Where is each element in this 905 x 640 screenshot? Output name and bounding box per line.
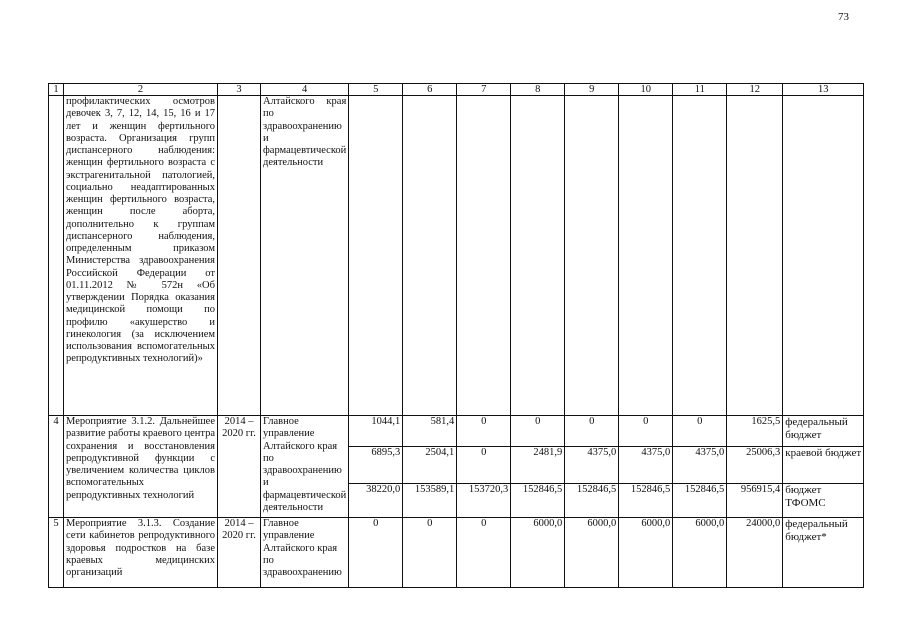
column-header: 10 — [619, 84, 673, 96]
table-row-5 — [49, 518, 864, 588]
value-cell: 0 — [457, 447, 511, 484]
period-cell — [218, 96, 261, 416]
value-cell: 6000,0 — [619, 518, 673, 588]
value-cell: 0 — [511, 416, 565, 447]
funding-source: краевой бюджет — [783, 447, 864, 484]
page-number: 73 — [838, 11, 849, 23]
activity-description: профилактических осмотров девочек 3, 7, 12, 14, 15, 16 и 17 лет и женщин фертильного возраста. Организация групп диспансерного наблюдения: женщин фертильного возраста с экстрагенитальной патологией, социально неадаптированных женщин фертильного возраста, женщин после аборта, дополнительно к группам диспансерного наблюдения, определенным приказом Министерства здравоохранения Российской Федерации от 01.11.2012 № 572н «Об утверждении Порядка оказания медицинской помощи по профилю «акушерство и гинекология (за исключением использования вспомогательных репродуктивных технологий)» — [64, 96, 218, 416]
period-cell: 2014 – 2020 гг. — [218, 518, 261, 588]
column-header: 7 — [457, 84, 511, 96]
period-cell: 2014 – 2020 гг. — [218, 416, 261, 518]
source-cell — [783, 96, 864, 416]
value-cell: 0 — [349, 518, 403, 588]
value-cell: 0 — [403, 518, 457, 588]
value-cell: 0 — [457, 416, 511, 447]
value-cell — [511, 96, 565, 416]
value-cell: 2481,9 — [511, 447, 565, 484]
executor-cell: Алтайского края по здравоохранению и фармацевтической деятельности — [261, 96, 349, 416]
column-number-header-row — [49, 84, 864, 96]
column-header: 5 — [349, 84, 403, 96]
value-cell — [565, 96, 619, 416]
funding-source: федеральный бюджет — [783, 416, 864, 447]
column-header: 2 — [64, 84, 218, 96]
column-header: 1 — [49, 84, 64, 96]
value-cell: 153589,1 — [403, 484, 457, 518]
value-cell: 4375,0 — [673, 447, 727, 484]
column-header: 4 — [261, 84, 349, 96]
executor-cell: Главное управление Алтайского края по здравоохранению и фармацевтической деятельности — [261, 416, 349, 518]
column-header: 8 — [511, 84, 565, 96]
value-cell: 0 — [619, 416, 673, 447]
row-number: 5 — [49, 518, 64, 588]
activity-description: Мероприятие 3.1.3. Создание сети кабинетов репродуктивного здоровья подростков на базе краевых медицинских организаций — [64, 518, 218, 588]
column-header: 9 — [565, 84, 619, 96]
row-number-cell — [49, 96, 64, 416]
value-cell: 1044,1 — [349, 416, 403, 447]
value-cell: 38220,0 — [349, 484, 403, 518]
value-cell: 152846,5 — [565, 484, 619, 518]
table-row-continuation — [49, 96, 864, 416]
value-cell: 0 — [565, 416, 619, 447]
value-cell: 6895,3 — [349, 447, 403, 484]
value-cell: 4375,0 — [565, 447, 619, 484]
value-cell: 152846,5 — [511, 484, 565, 518]
value-cell — [727, 96, 783, 416]
value-cell: 25006,3 — [727, 447, 783, 484]
column-header: 3 — [218, 84, 261, 96]
value-cell — [673, 96, 727, 416]
value-cell: 152846,5 — [619, 484, 673, 518]
executor-cell: Главное управление Алтайского края по здравоохранению — [261, 518, 349, 588]
value-cell: 1625,5 — [727, 416, 783, 447]
value-cell: 4375,0 — [619, 447, 673, 484]
column-header: 11 — [673, 84, 727, 96]
value-cell: 6000,0 — [673, 518, 727, 588]
value-cell: 2504,1 — [403, 447, 457, 484]
value-cell — [349, 96, 403, 416]
value-cell: 152846,5 — [673, 484, 727, 518]
value-cell: 153720,3 — [457, 484, 511, 518]
table-row-4-federal — [49, 416, 864, 447]
value-cell — [619, 96, 673, 416]
activity-description: Мероприятие 3.1.2. Дальнейшее развитие работы краевого центра сохранения и восстановления репродуктивной функции с увеличением количества циклов вспомогательных репродуктивных технологий — [64, 416, 218, 518]
value-cell — [457, 96, 511, 416]
row-number: 4 — [49, 416, 64, 518]
value-cell — [403, 96, 457, 416]
value-cell: 0 — [457, 518, 511, 588]
value-cell: 956915,4 — [727, 484, 783, 518]
program-activities-table — [48, 83, 864, 588]
value-cell: 24000,0 — [727, 518, 783, 588]
column-header: 12 — [727, 84, 783, 96]
funding-source: бюджет ТФОМС — [783, 484, 864, 518]
funding-source: федеральный бюджет* — [783, 518, 864, 588]
column-header: 13 — [783, 84, 864, 96]
value-cell: 0 — [673, 416, 727, 447]
column-header: 6 — [403, 84, 457, 96]
value-cell: 6000,0 — [565, 518, 619, 588]
value-cell: 581,4 — [403, 416, 457, 447]
value-cell: 6000,0 — [511, 518, 565, 588]
